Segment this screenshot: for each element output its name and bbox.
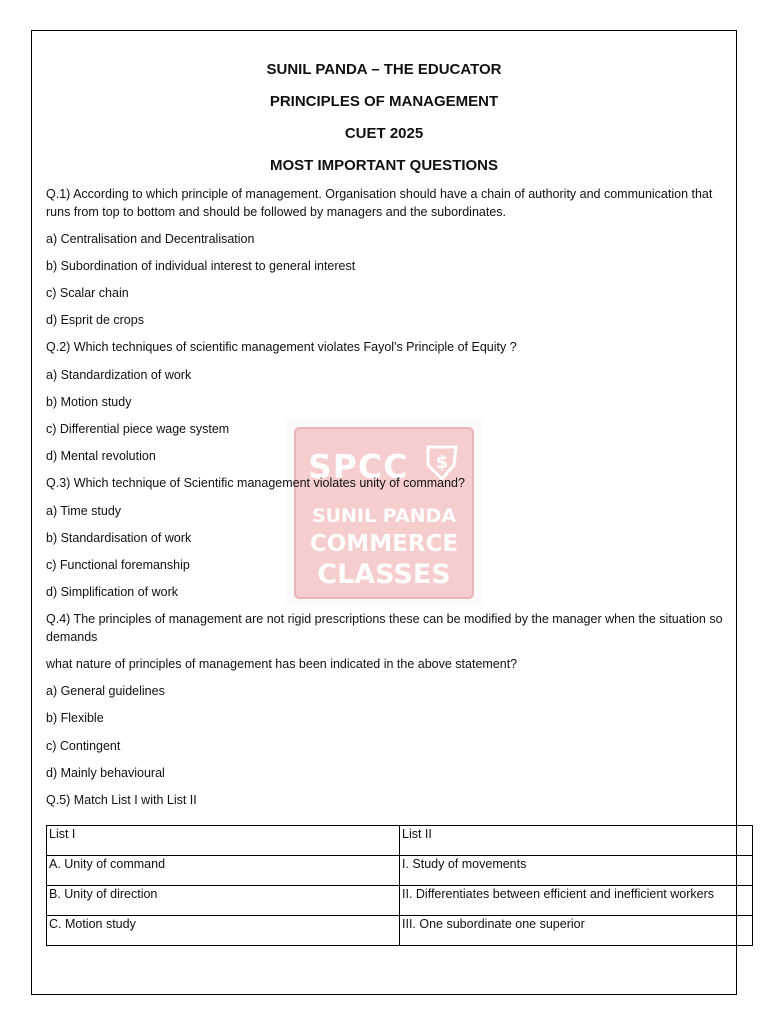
author-heading: SUNIL PANDA – THE EDUCATOR — [266, 61, 502, 78]
svg-text:$: $ — [435, 452, 449, 473]
subject-heading: PRINCIPLES OF MANAGEMENT — [269, 93, 499, 110]
table-row — [47, 886, 753, 916]
question-4-text: Q.4) The principles of management are not rigid prescriptions these can be modified by the manager when the situation so demands — [46, 612, 723, 644]
table-cell: II. Differentiates between efficient and inefficient workers — [400, 886, 753, 916]
table-row — [47, 916, 753, 946]
question-4-subtext: what nature of principles of management has been indicated in the above statement? — [46, 657, 518, 671]
table-cell: B. Unity of direction — [47, 886, 400, 916]
question-1-option-a: a) Centralisation and Decentralisation — [46, 231, 255, 246]
question-2-option-d: d) Mental revolution — [46, 449, 156, 464]
watermark-line-1: SUNIL PANDA — [311, 505, 457, 527]
exam-heading: CUET 2025 — [344, 125, 424, 142]
question-2-text: Q.2) Which techniques of scientific management violates Fayol's Principle of Equity ? — [46, 340, 517, 355]
table-header-row — [47, 826, 753, 856]
question-2-option-c: c) Differential piece wage system — [46, 422, 230, 436]
questions-body — [46, 186, 726, 819]
question-3-option-c: c) Functional foremanship — [46, 557, 190, 572]
question-3-text: Q.3) Which technique of Scientific management violates unity of command? — [46, 476, 465, 491]
question-1-option-c: c) Scalar chain — [46, 286, 129, 301]
table-header-list-1: List I — [47, 826, 400, 856]
question-5-text: Q.5) Match List I with List II — [46, 792, 197, 807]
watermark-line-2: COMMERCE — [309, 531, 459, 557]
question-4-option-c: c) Contingent — [46, 738, 121, 753]
question-1-text: Q.1) According to which principle of management. Organisation should have a chain of authority and communication that runs from top to bottom and should be followed by managers and the subordinates. — [46, 187, 713, 219]
table-cell: I. Study of movements — [400, 856, 753, 886]
table-header-list-2: List II — [400, 826, 753, 856]
question-3-option-b: b) Standardisation of work — [46, 530, 192, 545]
table-cell: A. Unity of command — [47, 856, 400, 886]
question-4-option-b: b) Flexible — [46, 711, 104, 726]
question-1-option-b: b) Subordination of individual interest to general interest — [46, 258, 356, 273]
question-4-option-a: a) General guidelines — [46, 684, 165, 699]
document-header — [31, 60, 737, 188]
question-1-option-d: d) Esprit de crops — [46, 313, 144, 328]
question-2-option-b: b) Motion study — [46, 394, 132, 409]
question-3-option-d: d) Simplification of work — [46, 585, 178, 600]
question-2-option-a: a) Standardization of work — [46, 367, 192, 382]
table-cell: C. Motion study — [47, 916, 400, 946]
match-list-table — [46, 825, 753, 946]
question-3-option-a: a) Time study — [46, 503, 122, 518]
table-row — [47, 856, 753, 886]
question-4-option-d: d) Mainly behavioural — [46, 765, 165, 780]
watermark-logo-text: SPCC — [308, 447, 409, 486]
watermark-line-3: CLASSES — [317, 559, 451, 590]
table-cell: III. One subordinate one superior — [400, 916, 753, 946]
section-heading: MOST IMPORTANT QUESTIONS — [269, 157, 499, 174]
